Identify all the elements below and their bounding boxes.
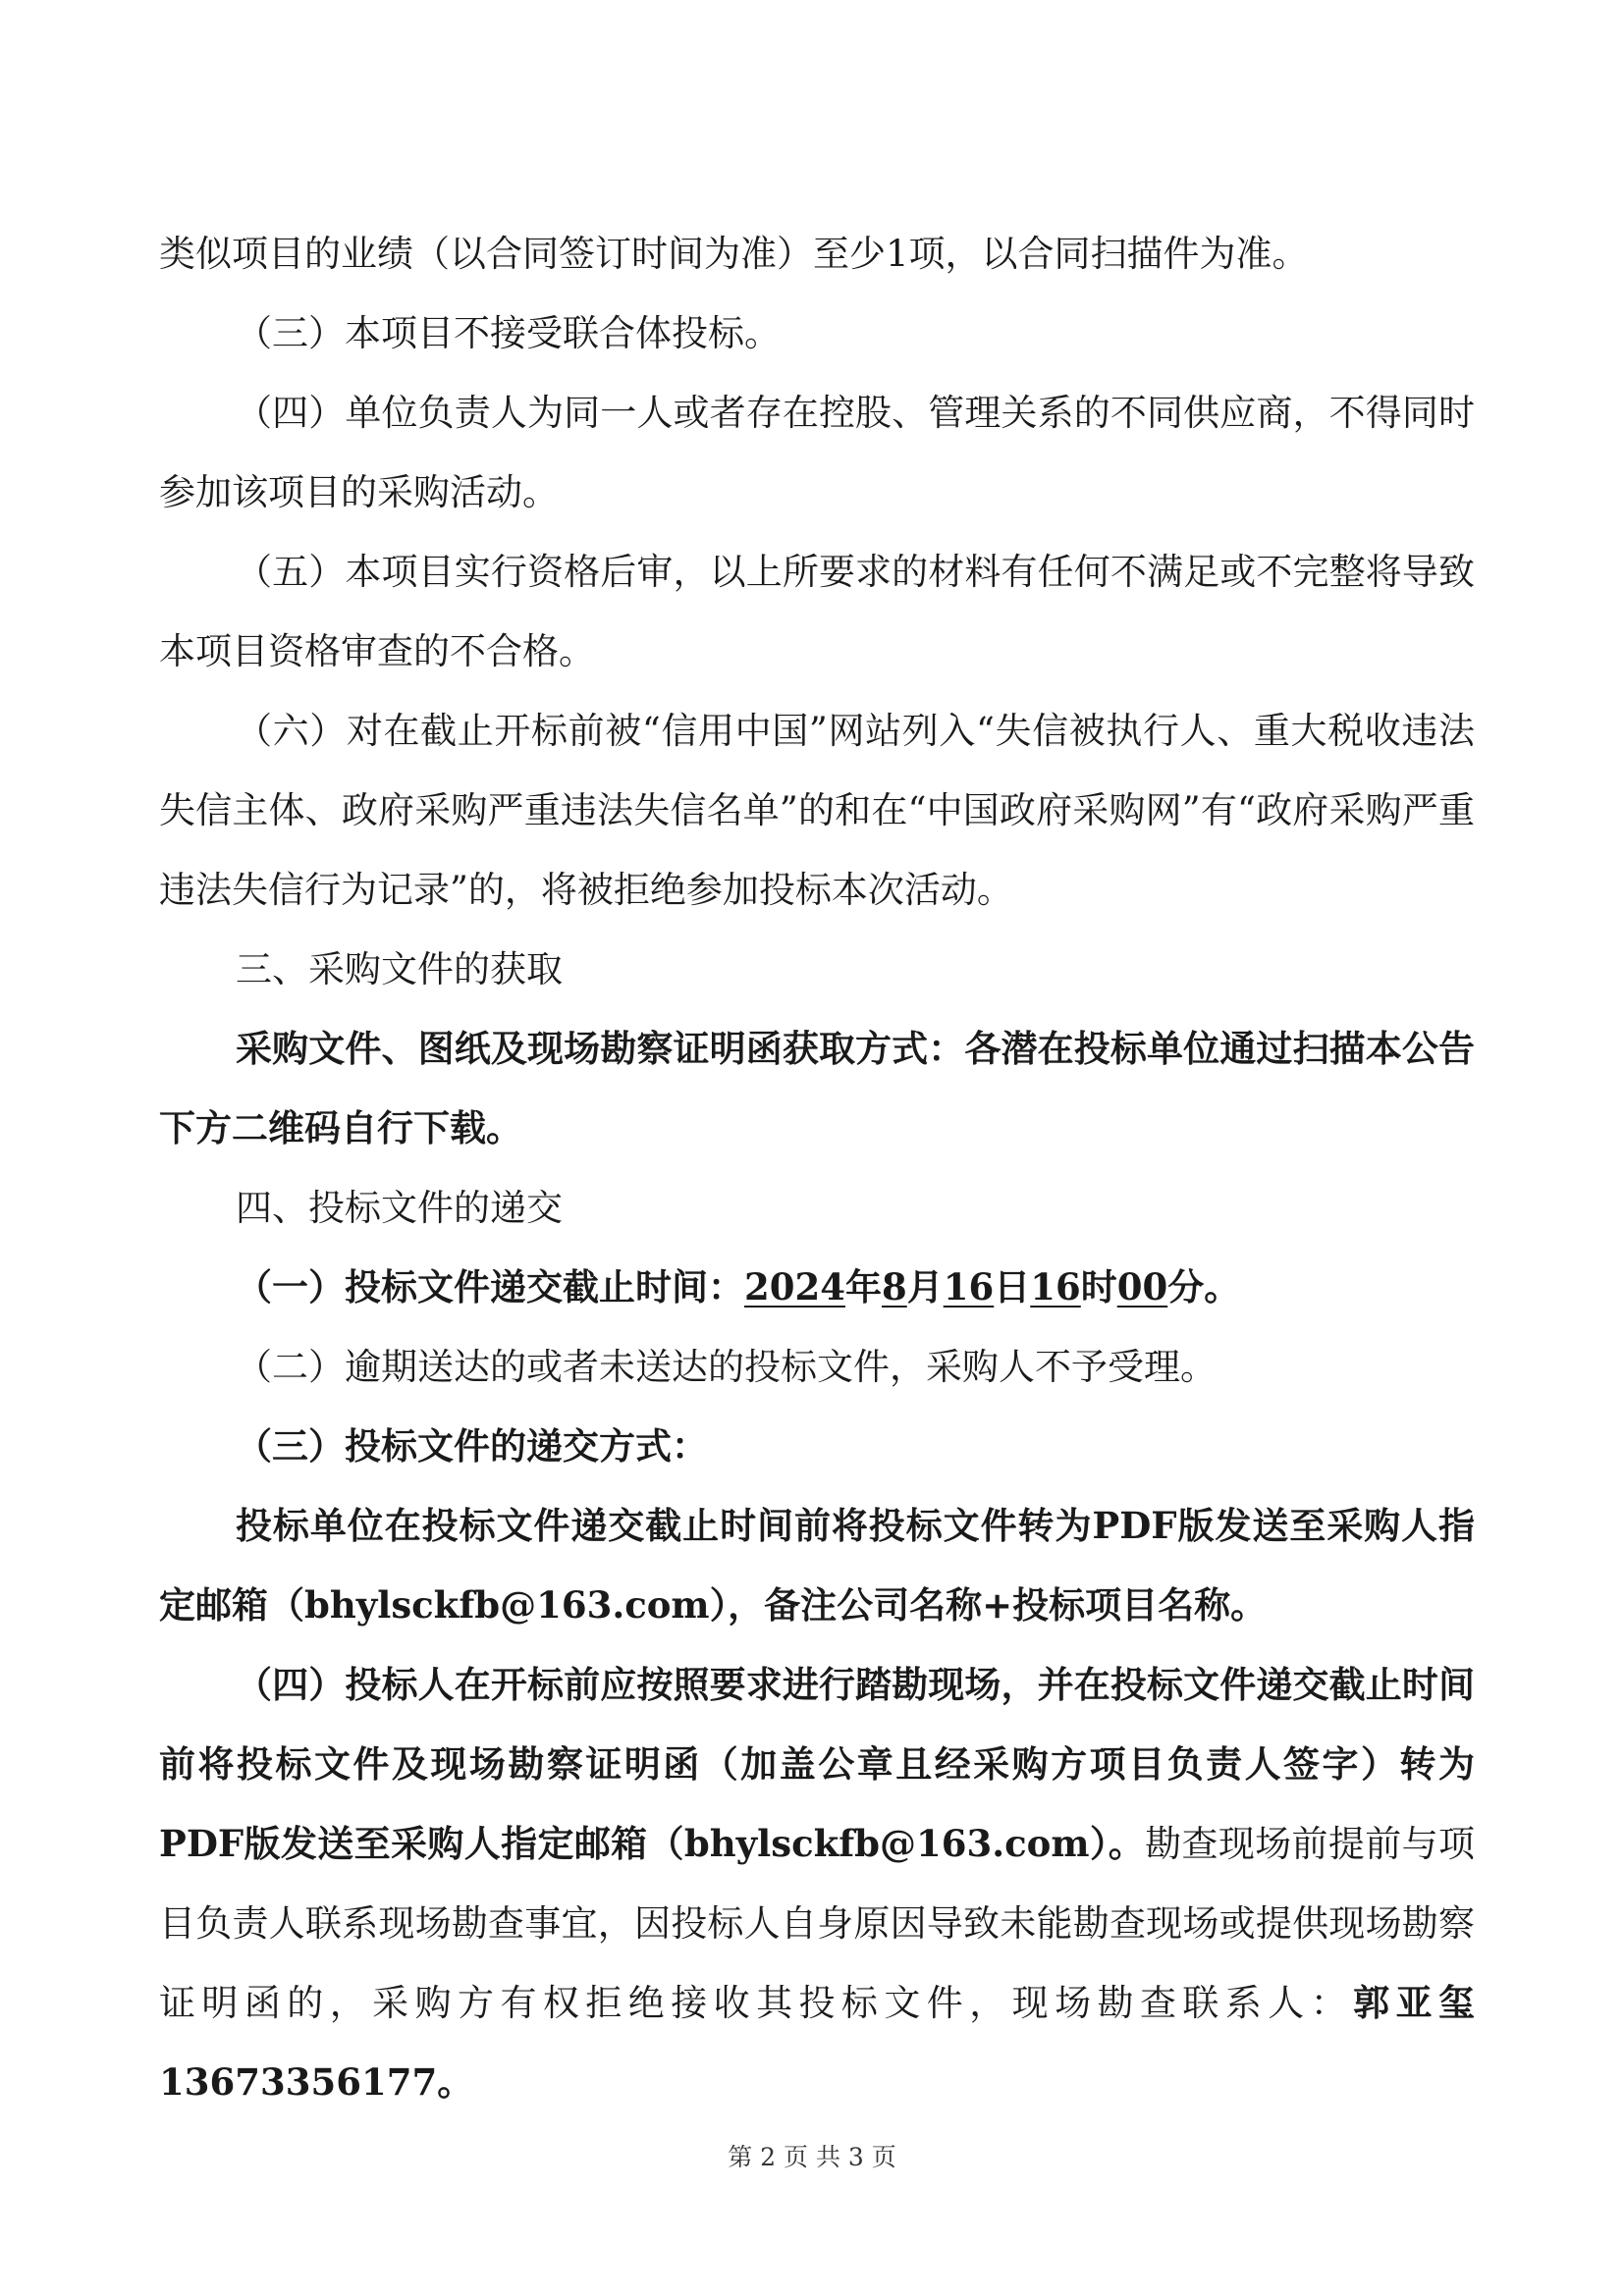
paragraph-submission-method-heading: （三）投标文件的递交方式：	[236, 1424, 708, 1468]
section-heading-obtain-documents: 三、采购文件的获取	[236, 948, 563, 990]
deadline-minute: 00	[1116, 1265, 1168, 1308]
deadline-year: 2024	[744, 1265, 845, 1308]
paragraph-no-consortium: （三）本项目不接受联合体投标。	[236, 312, 781, 354]
paragraph-deadline	[159, 1248, 1475, 1327]
deadline-month-unit: 月	[906, 1265, 944, 1308]
deadline-hour: 16	[1030, 1265, 1081, 1308]
paragraph-late-submission: （二）逾期送达的或者未送达的投标文件，采购人不予受理。	[236, 1346, 1217, 1388]
paragraph-credit-check: （六）对在截止开标前被“信用中国”网站列入“失信被执行人、重大税收违法失信主体、政府采购严重违法失信名单”的和在“中国政府采购网”有“政府采购严重违法失信行为记录”的，将被拒绝参加投标本次活动。	[159, 710, 1475, 911]
paragraph-site-survey	[159, 1645, 1475, 2122]
site-survey-notice: 勘查现场前提前与项目负责人联系现场勘查事宜，因投标人自身原因导致未能勘查现场或提供现场勘察证明函的，采购方有权拒绝接收其投标文件，现场勘查联系人：	[159, 1823, 1476, 2024]
site-survey-contact: 郭亚玺13673356177。	[159, 1981, 1476, 2104]
deadline-minute-unit: 分。	[1167, 1265, 1241, 1308]
paragraph-qualification-continued: 类似项目的业绩（以合同签订时间为准）至少1项，以合同扫描件为准。	[159, 233, 1309, 275]
deadline-hour-unit: 时	[1080, 1265, 1117, 1308]
section-heading-submission: 四、投标文件的递交	[236, 1187, 563, 1229]
deadline-prefix: （一）投标文件递交截止时间：	[236, 1265, 744, 1308]
page-footer: 第 2 页 共 3 页	[728, 2143, 896, 2171]
deadline-year-unit: 年	[844, 1265, 882, 1308]
paragraph-submission-method: 投标单位在投标文件递交截止时间前将投标文件转为PDF版发送至采购人指定邮箱（bhylsckfb@163.com），备注公司名称+投标项目名称。	[159, 1504, 1475, 1627]
paragraph-post-qualification: （五）本项目实行资格后审，以上所要求的材料有任何不满足或不完整将导致本项目资格审查的不合格。	[159, 551, 1475, 672]
deadline-day-unit: 日	[994, 1265, 1031, 1308]
deadline-day: 16	[943, 1265, 995, 1308]
paragraph-obtain-method: 采购文件、图纸及现场勘察证明函获取方式：各潜在投标单位通过扫描本公告下方二维码自行下载。	[159, 1027, 1475, 1149]
paragraph-related-suppliers: （四）单位负责人为同一人或者存在控股、管理关系的不同供应商，不得同时参加该项目的采购活动。	[159, 392, 1475, 513]
deadline-month: 8	[881, 1265, 907, 1308]
document-body	[159, 214, 1475, 2122]
site-survey-requirement: （四）投标人在开标前应按照要求进行踏勘现场，并在投标文件递交截止时间前将投标文件及现场勘察证明函（加盖公章且经采购方项目负责人签字）转为PDF版发送至采购人指定邮箱（bhylsckfb@163.com）。	[159, 1663, 1475, 1865]
